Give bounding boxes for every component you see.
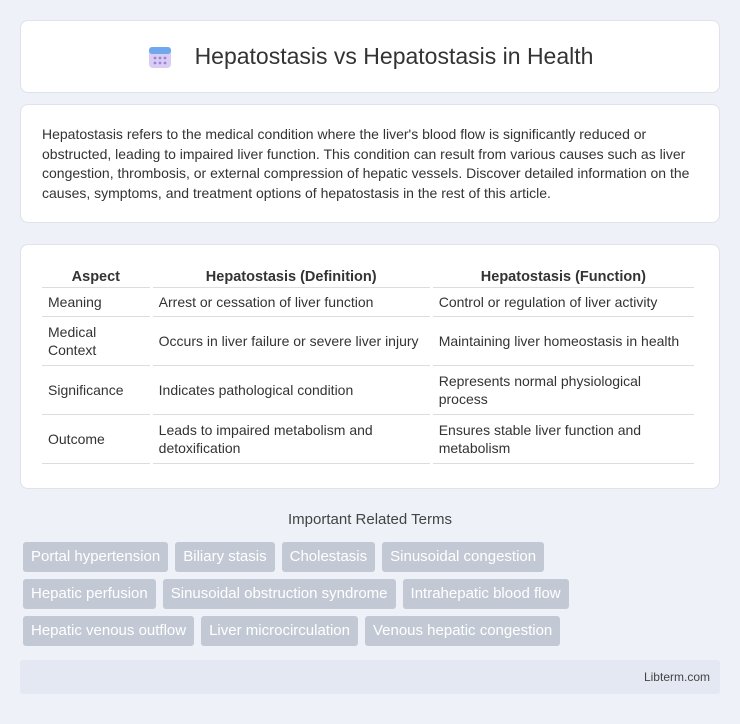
comparison-card (20, 244, 720, 489)
related-terms-title: Important Related Terms (288, 511, 452, 528)
related-term-tag[interactable]: Cholestasis (282, 542, 376, 572)
related-term-tag[interactable]: Sinusoidal obstruction syndrome (163, 579, 396, 609)
related-term-tag[interactable]: Hepatic perfusion (23, 579, 156, 609)
footer (20, 660, 720, 694)
table-cell: Control or regulation of liver activity (433, 288, 694, 317)
table-header-row (42, 265, 694, 288)
table-cell: Maintaining liver homeostasis in health (433, 317, 694, 366)
footer-brand-link[interactable]: Libterm.com (643, 670, 710, 684)
intro-text: Hepatostasis refers to the medical condition where the liver's blood flow is significantly reduced or obstructed, leading to impaired liver function. This condition can result from various causes such as liver congestion, thrombosis, or external compression of hepatic vessels. Discover detailed information on the causes, symptoms, and treatment options of hepatostasis in the rest of this article. (42, 126, 690, 201)
related-term-tag[interactable]: Hepatic venous outflow (23, 616, 194, 646)
table-cell: Leads to impaired metabolism and detoxification (153, 415, 430, 464)
table-cell: Meaning (42, 288, 150, 317)
table-cell: Arrest or cessation of liver function (153, 288, 430, 317)
table-cell: Represents normal physiological process (433, 366, 694, 415)
table-row (42, 366, 694, 415)
column-header: Hepatostasis (Definition) (153, 265, 430, 288)
table-cell: Ensures stable liver function and metabolism (433, 415, 694, 464)
table-cell: Occurs in liver failure or severe liver injury (153, 317, 430, 366)
table-row (42, 317, 694, 366)
related-term-tag[interactable]: Venous hepatic congestion (365, 616, 560, 646)
table-row (42, 288, 694, 317)
header-card (20, 20, 720, 93)
page-title: Hepatostasis vs Hepatostasis in Health (194, 43, 594, 69)
table-row (42, 415, 694, 464)
related-term-tag[interactable]: Intrahepatic blood flow (403, 579, 569, 609)
table-cell: Significance (42, 366, 150, 415)
calendar-icon (147, 44, 173, 70)
table-cell: Indicates pathological condition (153, 366, 430, 415)
column-header: Aspect (42, 265, 150, 288)
related-terms-list (23, 542, 723, 653)
related-term-tag[interactable]: Sinusoidal congestion (382, 542, 544, 572)
comparison-table (39, 265, 697, 464)
related-term-tag[interactable]: Portal hypertension (23, 542, 168, 572)
related-term-tag[interactable]: Biliary stasis (175, 542, 274, 572)
related-term-tag[interactable]: Liver microcirculation (201, 616, 358, 646)
intro-card (20, 104, 720, 223)
column-header: Hepatostasis (Function) (433, 265, 694, 288)
table-cell: Medical Context (42, 317, 150, 366)
table-cell: Outcome (42, 415, 150, 464)
